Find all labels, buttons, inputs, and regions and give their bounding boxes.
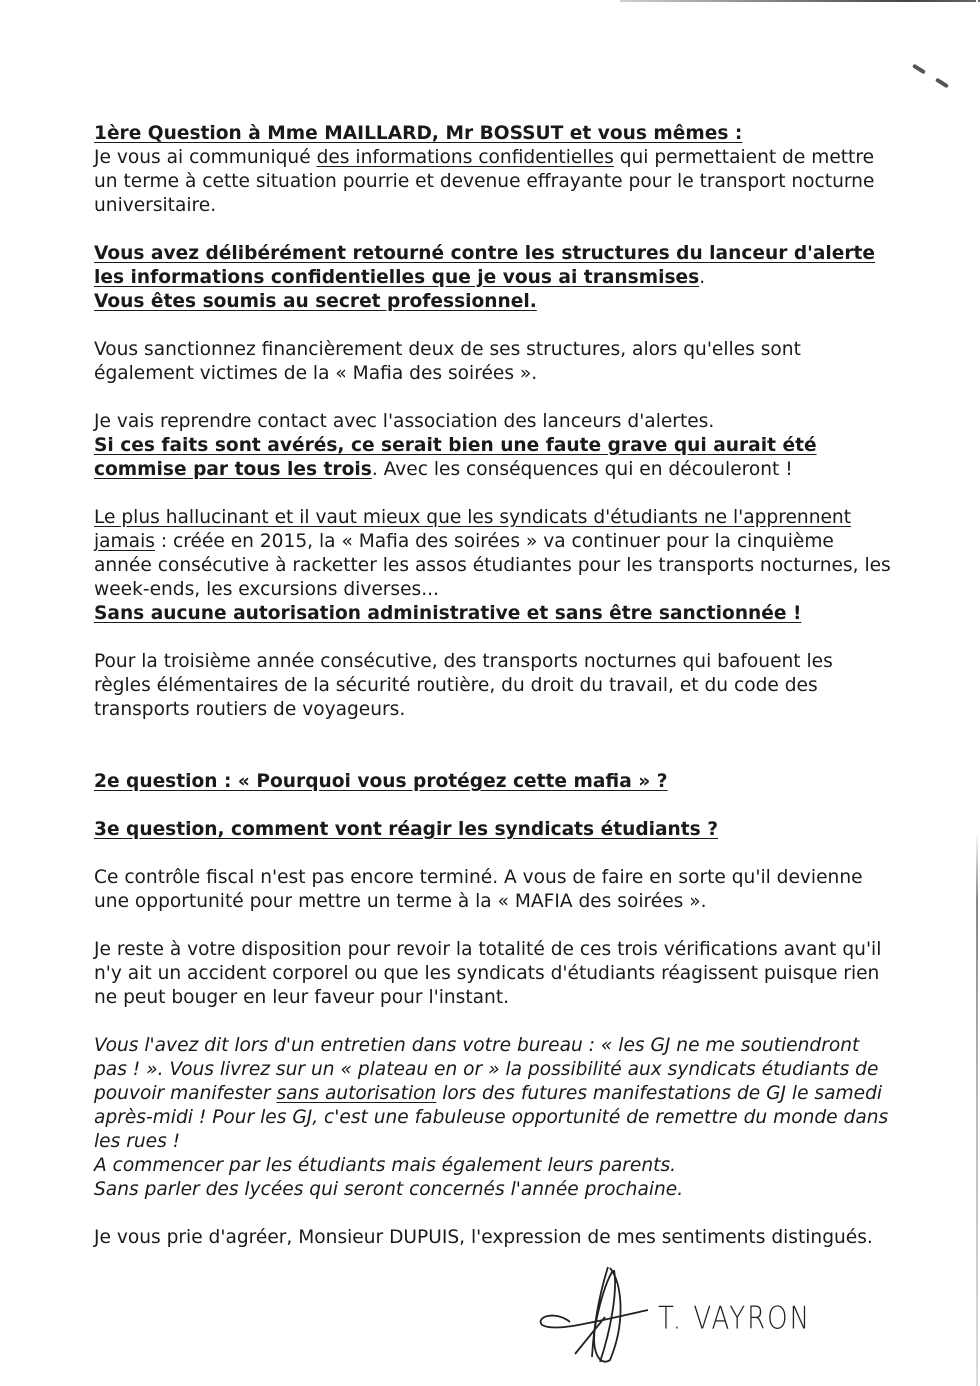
paragraph-availability: Je reste à votre disposition pour revoir la totalité de ces trois vérifications avant qu'il n'y ait un accident corporel ou que les syndicats d'étudiants réagissent puisque rien ne peut bouger en leur faveur pour l'instant. bbox=[94, 939, 882, 1008]
underlined-text: sans autorisation bbox=[276, 1083, 437, 1104]
question-3-heading: 3e question, comment vont réagir les syndicats étudiants ? bbox=[94, 819, 719, 840]
question-1-heading: 1ère Question à Mme MAILLARD, Mr BOSSUT et vous mêmes : bbox=[94, 123, 743, 144]
letter-body bbox=[94, 122, 894, 1250]
handwritten-signature-icon bbox=[530, 1262, 650, 1372]
text: Je vais reprendre contact avec l'association des lanceurs d'alertes. bbox=[94, 411, 715, 432]
handwritten-name: T. VAYRON bbox=[658, 1301, 812, 1337]
text: . bbox=[699, 267, 706, 288]
signature-block bbox=[530, 1262, 830, 1372]
paragraph-gj bbox=[94, 1034, 894, 1202]
bold-underlined-text: Vous êtes soumis au secret professionnel. bbox=[94, 291, 537, 312]
underlined-text: Le plus hallucinant et il vaut mieux que les syndicats d'étudiants ne l'apprennent jamais bbox=[94, 507, 851, 552]
paragraph-whistleblower bbox=[94, 410, 894, 482]
bold-underlined-text: Sans aucune autorisation administrative et sans être sanctionnée ! bbox=[94, 603, 802, 624]
paragraph-safety: Pour la troisième année consécutive, des transports nocturnes qui bafouent les règles élémentaires de la sécurité routière, du droit du travail, et du code des transports routiers de voyageurs. bbox=[94, 651, 833, 720]
text: Sans parler des lycées qui seront concernés l'année prochaine. bbox=[94, 1179, 684, 1200]
paragraph-confidential-info bbox=[94, 146, 894, 218]
scan-artifact-right-edge bbox=[976, 0, 978, 1386]
question-2-heading: 2e question : « Pourquoi vous protégez cette mafia » ? bbox=[94, 771, 668, 792]
text: A commencer par les étudiants mais également leurs parents. bbox=[94, 1155, 677, 1176]
text: Vous l'avez dit lors d'un entretien dans votre bureau : « les GJ ne me soutiendront pas ! ». Vous livrez sur un « plateau en or » la possibilité aux syndicats étudiants de pouvoir manifester bbox=[94, 1035, 879, 1104]
staple-mark bbox=[935, 78, 949, 89]
text: . Avec les conséquences qui en découleront ! bbox=[371, 459, 793, 480]
paragraph-mafia bbox=[94, 506, 894, 626]
paragraph-sanctions: Vous sanctionnez financièrement deux de ses structures, alors qu'elles sont également victimes de la « Mafia des soirées ». bbox=[94, 339, 801, 384]
scan-artifact-top bbox=[620, 0, 980, 2]
staple-mark bbox=[912, 64, 926, 75]
underlined-text: des informations confidentielles bbox=[316, 147, 614, 168]
text: qui permettaient de mettre un terme à cette situation pourrie et devenue effrayante pour le transport nocturne universitaire. bbox=[94, 147, 875, 216]
text: Je vous ai communiqué bbox=[94, 147, 317, 168]
paragraph-accusation bbox=[94, 242, 894, 314]
text: : créée en 2015, la « Mafia des soirées » va continuer pour la cinquième année consécutive à racketter les assos étudiantes pour les transports nocturnes, les week-ends, les excursions diverses... bbox=[94, 531, 891, 600]
text: lors des futures manifestations de GJ le samedi après-midi ! Pour les GJ, c'est une fabuleuse opportunité de remettre du monde dans les rues ! bbox=[94, 1083, 889, 1152]
bold-underlined-text: Si ces faits sont avérés, ce serait bien une faute grave qui aurait été commise par tous les trois bbox=[94, 435, 817, 480]
closing-formula: Je vous prie d'agréer, Monsieur DUPUIS, l'expression de mes sentiments distingués. bbox=[94, 1227, 873, 1248]
bold-underlined-text: Vous avez délibérément retourné contre les structures du lanceur d'alerte les informations confidentielles que je vous ai transmises bbox=[94, 243, 876, 288]
paragraph-tax-audit: Ce contrôle fiscal n'est pas encore terminé. A vous de faire en sorte qu'il devienne une opportunité pour mettre un terme à la « MAFIA des soirées ». bbox=[94, 867, 863, 912]
